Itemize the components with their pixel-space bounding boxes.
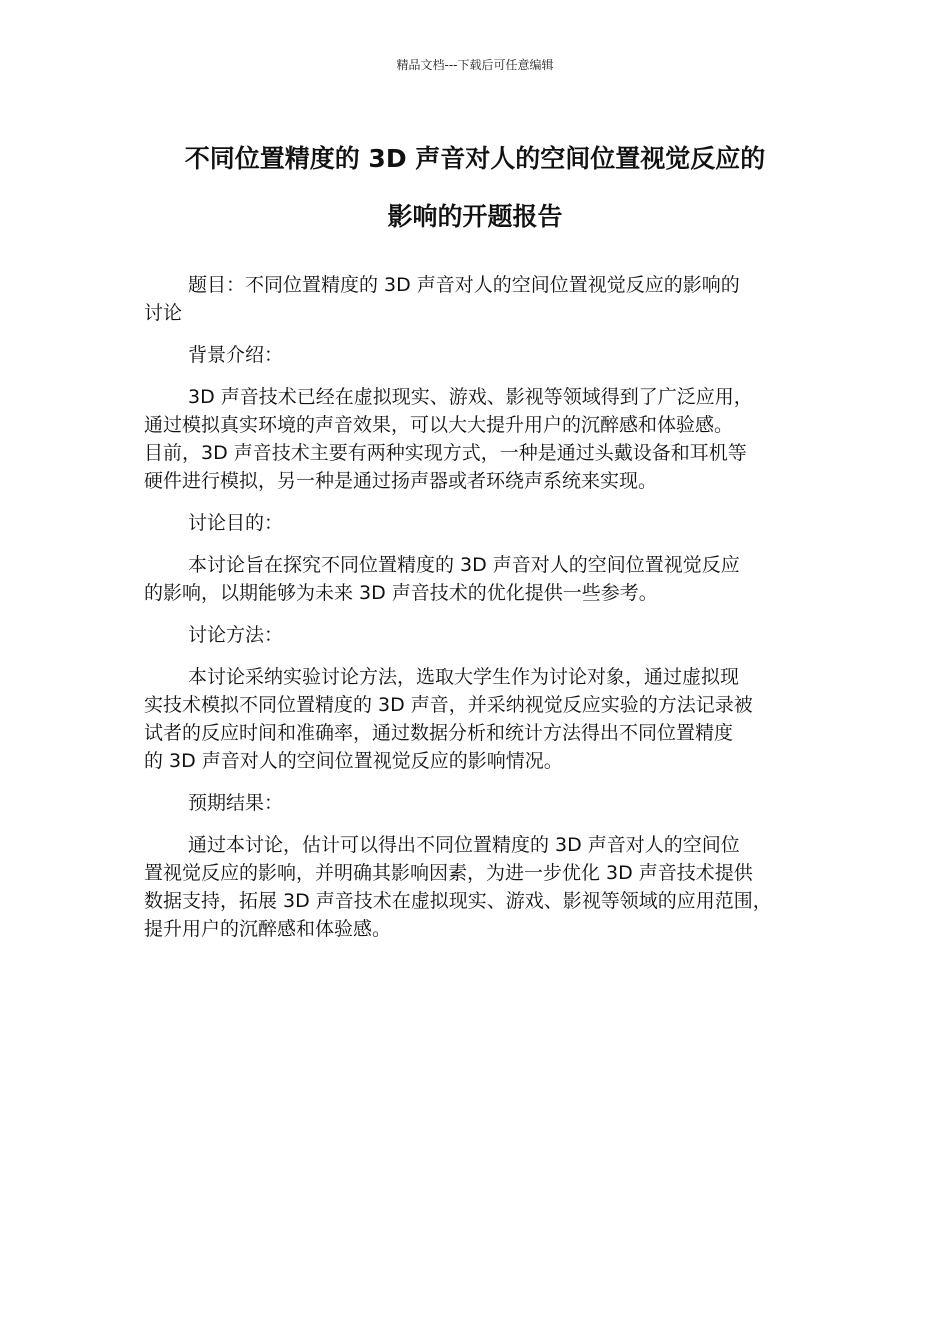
paragraph-line: 讨论方法： [188, 624, 284, 646]
paragraph-line: 题目：不同位置精度的 3D 声音对人的空间位置视觉反应的影响的 [188, 274, 740, 296]
paragraph-line: 通过本讨论，估计可以得出不同位置精度的 3D 声音对人的空间位 [188, 834, 740, 856]
paragraph-line: 3D 声音技术已经在虚拟现实、游戏、影视等领域得到了广泛应用， [188, 386, 753, 408]
body-paragraph [144, 621, 834, 649]
body-paragraph [144, 551, 834, 607]
paragraph-line: 本讨论采纳实验讨论方法，选取大学生作为讨论对象，通过虚拟现 [188, 666, 740, 688]
paragraph-line: 讨论 [144, 302, 183, 324]
paragraph-line: 预期结果： [188, 792, 284, 814]
paragraph-line: 通过模拟真实环境的声音效果，可以大大提升用户的沉醉感和体验感。 [144, 414, 734, 436]
body-paragraph [144, 271, 834, 327]
document-body [144, 271, 834, 957]
paragraph-line: 的 3D 声音对人的空间位置视觉反应的影响情况。 [144, 750, 563, 772]
paragraph-line: 置视觉反应的影响，并明确其影响因素，为进一步优化 3D 声音技术提供 [144, 862, 753, 884]
paragraph-line: 目前，3D 声音技术主要有两种实现方式，一种是通过头戴设备和耳机等 [144, 442, 747, 464]
paragraph-line: 试者的反应时间和准确率，通过数据分析和统计方法得出不同位置精度 [144, 722, 734, 744]
body-paragraph [144, 341, 834, 369]
body-paragraph [144, 509, 834, 537]
paragraph-line: 数据支持，拓展 3D 声音技术在虚拟现实、游戏、影视等领域的应用范围， [144, 890, 772, 912]
paragraph-line: 的影响，以期能够为未来 3D 声音技术的优化提供一些参考。 [144, 582, 658, 604]
document-title-line-2: 影响的开题报告 [387, 202, 563, 231]
paragraph-line: 硬件进行模拟，另一种是通过扬声器或者环绕声系统来实现。 [144, 470, 658, 492]
body-paragraph [144, 663, 834, 775]
paragraph-line: 本讨论旨在探究不同位置精度的 3D 声音对人的空间位置视觉反应 [188, 554, 740, 576]
body-paragraph [144, 383, 834, 495]
paragraph-line: 背景介绍： [188, 344, 284, 366]
document-title-line-1: 不同位置精度的 3D 声音对人的空间位置视觉反应的 [184, 144, 766, 173]
paragraph-line: 实技术模拟不同位置精度的 3D 声音，并采纳视觉反应实验的方法记录被 [144, 694, 753, 716]
body-paragraph [144, 789, 834, 817]
paragraph-line: 提升用户的沉醉感和体验感。 [144, 918, 392, 940]
paragraph-line: 讨论目的： [188, 512, 284, 534]
page-header-note: 精品文档---下载后可任意编辑 [396, 58, 554, 72]
document-title [120, 130, 830, 246]
body-paragraph [144, 831, 834, 943]
